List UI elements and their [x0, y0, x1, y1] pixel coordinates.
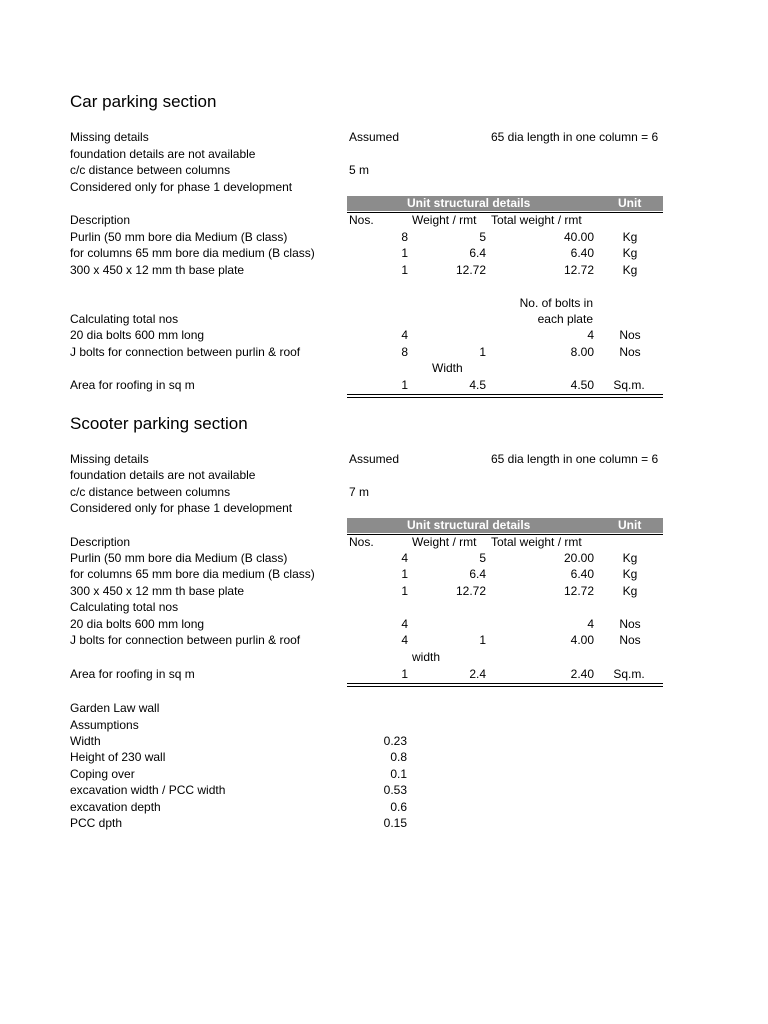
- garden-item-label: excavation depth: [70, 800, 161, 814]
- car-row-total: 40.00: [563, 230, 594, 244]
- garden-item-value: 0.15: [383, 816, 407, 830]
- car-row-nos: 1: [401, 246, 408, 260]
- scooter-row-desc: Purlin (50 mm bore dia Medium (B class): [70, 551, 288, 565]
- car-area-nos: 1: [401, 378, 408, 392]
- car-bolt-nos: 4: [401, 328, 408, 342]
- car-bolt-desc: 20 dia bolts 600 mm long: [70, 328, 205, 342]
- scooter-row-weight: 12.72: [455, 584, 486, 598]
- car-col-nos: Nos.: [349, 213, 374, 227]
- scooter-row-total: 12.72: [563, 584, 594, 598]
- car-foundation-note: foundation details are not available: [70, 147, 256, 161]
- car-cc-label: c/c distance between columns: [70, 163, 231, 177]
- car-bolts-header: each plate: [537, 312, 593, 326]
- car-bolt-desc: J bolts for connection between purlin & roof: [70, 345, 301, 359]
- scooter-bolt-weight: 1: [479, 633, 486, 647]
- scooter-area-weight: 2.4: [469, 667, 486, 681]
- garden-item-value: 0.53: [383, 783, 407, 797]
- scooter-row-nos: 1: [401, 567, 408, 581]
- car-area-desc: Area for roofing in sq m: [70, 378, 195, 392]
- scooter-row-nos: 4: [401, 551, 408, 565]
- scooter-bolt-unit: Nos: [619, 617, 641, 631]
- scooter-missing-label: Missing details: [70, 452, 149, 466]
- scooter-area-total: 2.40: [570, 667, 594, 681]
- car-total-rule: [347, 394, 663, 395]
- scooter-row-weight: 6.4: [469, 567, 486, 581]
- scooter-bolt-unit: Nos: [619, 633, 641, 647]
- car-row-unit: Kg: [622, 263, 638, 277]
- scooter-missing-value: Assumed: [349, 452, 400, 466]
- car-row-total: 6.40: [570, 246, 594, 260]
- scooter-section-title: Scooter parking section: [70, 414, 248, 433]
- car-col-weight: Weight / rmt: [412, 213, 477, 227]
- garden-title: Garden Law wall: [70, 701, 160, 715]
- car-row-unit: Kg: [622, 246, 638, 260]
- car-bolt-unit: Nos: [619, 345, 641, 359]
- scooter-col-description: Description: [70, 535, 131, 549]
- car-bolt-nos: 8: [401, 345, 408, 359]
- car-row-weight: 5: [479, 230, 486, 244]
- scooter-cc-value: 7 m: [349, 485, 370, 499]
- car-row-desc: Purlin (50 mm bore dia Medium (B class): [70, 230, 288, 244]
- scooter-col-total: Total weight / rmt: [491, 535, 582, 549]
- car-total-rule: [347, 397, 663, 398]
- car-row-desc: 300 x 450 x 12 mm th base plate: [70, 263, 245, 277]
- scooter-bolt-desc: 20 dia bolts 600 mm long: [70, 617, 205, 631]
- car-bolts-header: No. of bolts in: [519, 296, 593, 310]
- scooter-cc-label: c/c distance between columns: [70, 485, 231, 499]
- car-section-title: Car parking section: [70, 92, 217, 111]
- scooter-bolt-desc: J bolts for connection between purlin & roof: [70, 633, 301, 647]
- garden-item-value: 0.6: [390, 800, 407, 814]
- car-band-unit: Unit: [618, 196, 642, 210]
- car-row-desc: for columns 65 mm bore dia medium (B class): [70, 246, 315, 260]
- car-area-total: 4.50: [570, 378, 594, 392]
- garden-item-label: Coping over: [70, 767, 135, 781]
- scooter-row-total: 20.00: [563, 551, 594, 565]
- car-phase-note: Considered only for phase 1 development: [70, 180, 293, 194]
- car-cc-value: 5 m: [349, 163, 370, 177]
- car-bolt-weight: 1: [479, 345, 486, 359]
- car-calc-label: Calculating total nos: [70, 312, 179, 326]
- garden-item-value: 0.8: [390, 750, 407, 764]
- scooter-bolt-total: 4.00: [570, 633, 594, 647]
- car-width-label: Width: [432, 361, 463, 375]
- garden-item-value: 0.23: [383, 734, 407, 748]
- scooter-col-weight: Weight / rmt: [412, 535, 477, 549]
- car-row-weight: 12.72: [455, 263, 486, 277]
- scooter-area-nos: 1: [401, 667, 408, 681]
- car-row-nos: 8: [401, 230, 408, 244]
- car-missing-label: Missing details: [70, 130, 149, 144]
- car-col-total: Total weight / rmt: [491, 213, 582, 227]
- garden-item-value: 0.1: [390, 767, 407, 781]
- car-bolt-unit: Nos: [619, 328, 641, 342]
- car-row-total: 12.72: [563, 263, 594, 277]
- scooter-row-desc: 300 x 450 x 12 mm th base plate: [70, 584, 245, 598]
- scooter-row-unit: Kg: [622, 551, 638, 565]
- scooter-bolt-nos: 4: [401, 617, 408, 631]
- garden-item-label: PCC dpth: [70, 816, 123, 830]
- scooter-col-nos: Nos.: [349, 535, 374, 549]
- car-row-nos: 1: [401, 263, 408, 277]
- car-band-label: Unit structural details: [407, 196, 531, 210]
- car-bolt-total: 4: [587, 328, 594, 342]
- garden-item-label: Height of 230 wall: [70, 750, 166, 764]
- scooter-dia-note: 65 dia length in one column = 6: [491, 452, 659, 466]
- scooter-bolt-total: 4: [587, 617, 594, 631]
- car-col-description: Description: [70, 213, 131, 227]
- garden-assumptions-label: Assumptions: [70, 718, 139, 732]
- garden-item-label: excavation width / PCC width: [70, 783, 226, 797]
- scooter-row-total: 6.40: [570, 567, 594, 581]
- car-row-weight: 6.4: [469, 246, 486, 260]
- garden-item-label: Width: [70, 734, 101, 748]
- car-area-weight: 4.5: [469, 378, 486, 392]
- car-area-unit: Sq.m.: [613, 378, 645, 392]
- scooter-row-weight: 5: [479, 551, 486, 565]
- scooter-area-desc: Area for roofing in sq m: [70, 667, 195, 681]
- car-row-unit: Kg: [622, 230, 638, 244]
- scooter-row-unit: Kg: [622, 584, 638, 598]
- scooter-total-rule: [347, 683, 663, 684]
- scooter-area-unit: Sq.m.: [613, 667, 645, 681]
- scooter-bolt-nos: 4: [401, 633, 408, 647]
- scooter-calc-label: Calculating total nos: [70, 600, 179, 614]
- car-dia-note: 65 dia length in one column = 6: [491, 130, 659, 144]
- scooter-row-nos: 1: [401, 584, 408, 598]
- scooter-band-unit: Unit: [618, 518, 642, 532]
- scooter-row-desc: for columns 65 mm bore dia medium (B class): [70, 567, 315, 581]
- scooter-row-unit: Kg: [622, 567, 638, 581]
- scooter-width-label: width: [412, 650, 441, 664]
- car-missing-value: Assumed: [349, 130, 400, 144]
- scooter-phase-note: Considered only for phase 1 development: [70, 501, 293, 515]
- scooter-total-rule: [347, 686, 663, 687]
- car-bolt-total: 8.00: [570, 345, 594, 359]
- scooter-foundation-note: foundation details are not available: [70, 468, 256, 482]
- scooter-band-label: Unit structural details: [407, 518, 531, 532]
